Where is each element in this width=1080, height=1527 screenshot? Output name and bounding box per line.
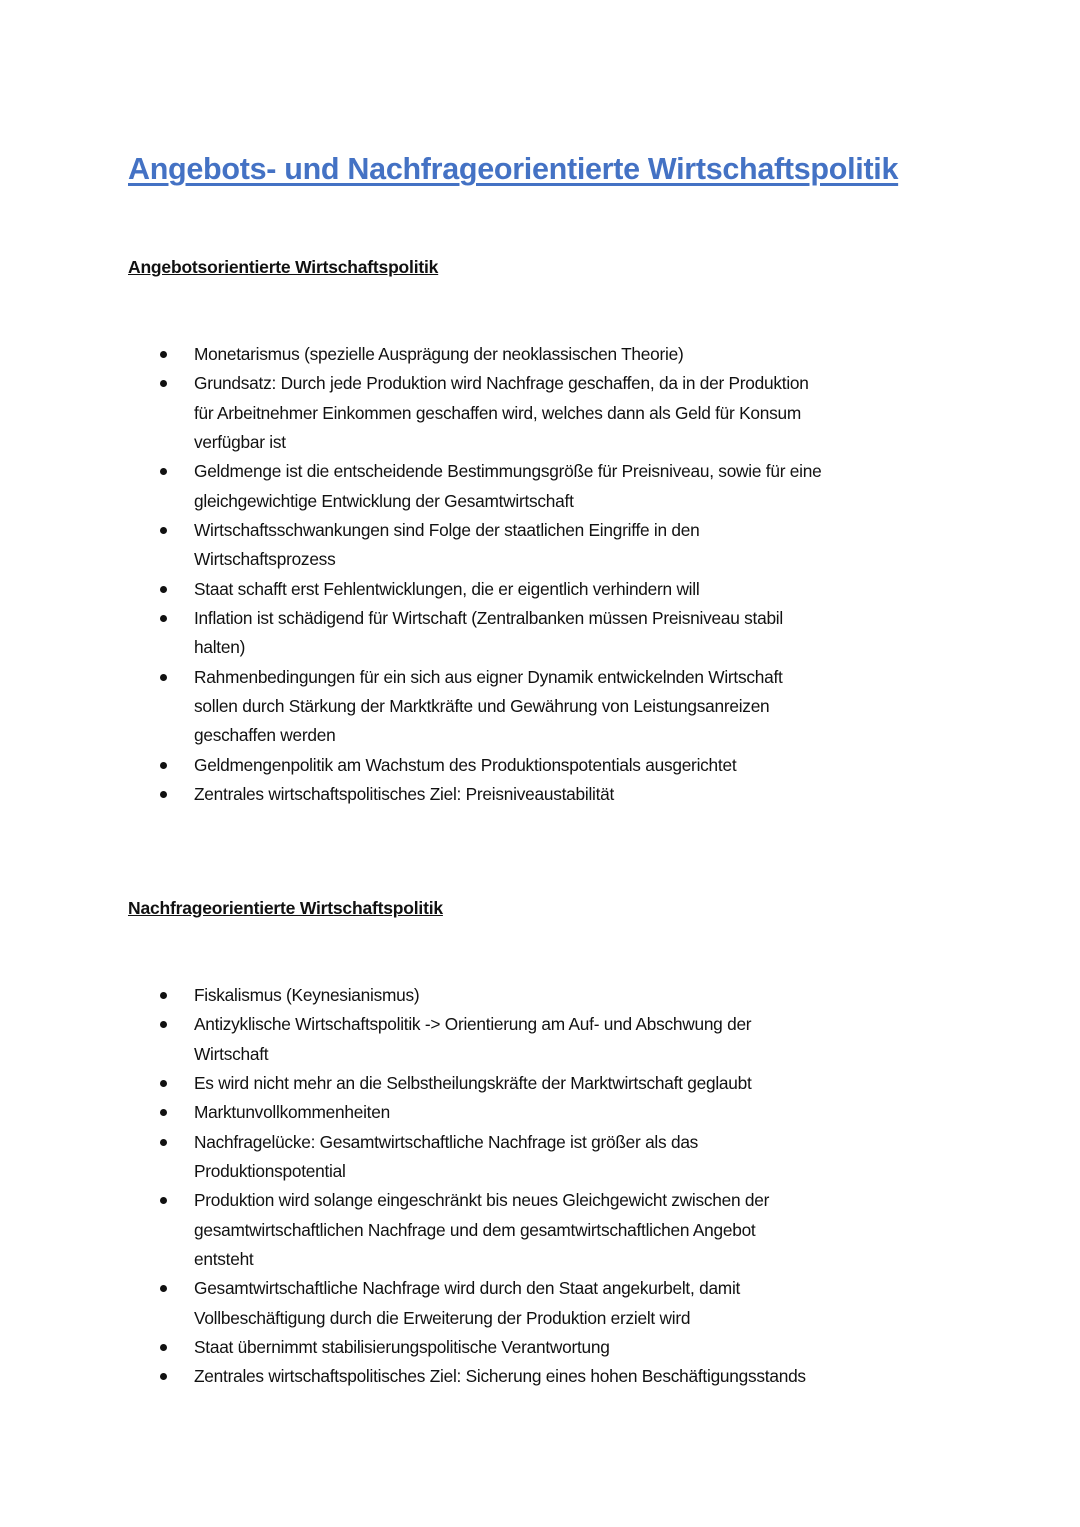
bullet-icon: [160, 1109, 167, 1116]
bullet-icon: [160, 586, 167, 593]
bullet-icon: [160, 351, 167, 358]
list-item: [160, 1274, 960, 1333]
list-item: [160, 663, 960, 751]
list-item-text: Es wird nicht mehr an die Selbstheilungskräfte der Marktwirtschaft geglaubt: [194, 1073, 752, 1094]
list-item-text: Antizyklische Wirtschaftspolitik -> Orientierung am Auf- und Abschwung der: [194, 1014, 752, 1035]
list-item-text: Geldmenge ist die entscheidende Bestimmungsgröße für Preisniveau, sowie für eine: [194, 461, 822, 482]
bullet-list-angebot: [160, 340, 960, 810]
bullet-icon: [160, 1197, 167, 1204]
list-item-text: Staat schafft erst Fehlentwicklungen, die er eigentlich verhindern will: [194, 578, 700, 599]
list-item-text: Wirtschaftsprozess: [194, 549, 336, 570]
list-item: [160, 604, 960, 663]
list-item-text: Vollbeschäftigung durch die Erweiterung der Produktion erzielt wird: [194, 1307, 691, 1328]
list-item-text: entsteht: [194, 1249, 254, 1270]
list-item-text: Grundsatz: Durch jede Produktion wird Nachfrage geschaffen, da in der Produktion: [194, 373, 809, 394]
list-item: [160, 1010, 960, 1069]
list-item-text: Fiskalismus (Keynesianismus): [194, 985, 420, 1005]
list-item: [160, 340, 960, 369]
list-item: [160, 1362, 960, 1391]
list-item: [160, 780, 960, 809]
list-item-text: Staat übernimmt stabilisierungspolitische Verantwortung: [194, 1337, 610, 1358]
document-title: Angebots- und Nachfrageorientierte Wirtschaftspolitik: [128, 152, 899, 187]
list-item: [160, 1333, 960, 1362]
list-item-text: Gesamtwirtschaftliche Nachfrage wird durch den Staat angekurbelt, damit: [194, 1278, 741, 1299]
list-item-text: Rahmenbedingungen für ein sich aus eigner Dynamik entwickelnden Wirtschaft: [194, 666, 783, 687]
bullet-icon: [160, 1139, 167, 1146]
list-item-text: Zentrales wirtschaftspolitisches Ziel: Sicherung eines hohen Beschäftigungsstands: [194, 1366, 806, 1387]
list-item-text: Zentrales wirtschaftspolitisches Ziel: Preisniveaustabilität: [194, 784, 615, 805]
list-item-text: Geldmengenpolitik am Wachstum des Produktionspotentials ausgerichtet: [194, 754, 737, 775]
list-item: [160, 1186, 960, 1274]
list-item-text: Monetarismus (spezielle Ausprägung der neoklassischen Theorie): [194, 344, 684, 364]
list-item: [160, 1128, 960, 1187]
bullet-icon: [160, 1021, 167, 1028]
list-item: [160, 981, 960, 1010]
list-item: [160, 575, 960, 604]
list-item-text: halten): [194, 637, 246, 658]
list-item-text: für Arbeitnehmer Einkommen geschaffen wird, welches dann als Geld für Konsum: [194, 402, 801, 423]
list-item-text: Produktion wird solange eingeschränkt bis neues Gleichgewicht zwischen der: [194, 1190, 770, 1211]
list-item-text: gesamtwirtschaftlichen Nachfrage und dem gesamtwirtschaftlichen Angebot: [194, 1219, 756, 1240]
bullet-icon: [160, 791, 167, 798]
list-item-text: Wirtschaftsschwankungen sind Folge der staatlichen Eingriffe in den: [194, 520, 700, 541]
bullet-icon: [160, 527, 167, 534]
list-item: [160, 1098, 960, 1127]
bullet-icon: [160, 1344, 167, 1351]
bullet-icon: [160, 674, 167, 681]
list-item-text: geschaffen werden: [194, 725, 336, 746]
list-item: [160, 516, 960, 575]
bullet-icon: [160, 992, 167, 999]
list-item-text: sollen durch Stärkung der Marktkräfte und Gewährung von Leistungsanreizen: [194, 696, 770, 717]
list-item: [160, 369, 960, 457]
bullet-list-nachfrage: [160, 981, 960, 1392]
list-item-text: Produktionspotential: [194, 1161, 346, 1182]
list-item-text: Inflation ist schädigend für Wirtschaft (Zentralbanken müssen Preisniveau stabil: [194, 608, 783, 629]
bullet-icon: [160, 380, 167, 387]
bullet-icon: [160, 1373, 167, 1380]
section-heading-angebot: Angebotsorientierte Wirtschaftspolitik: [128, 257, 439, 277]
list-item-text: Wirtschaft: [194, 1043, 269, 1064]
section-heading-nachfrage: Nachfrageorientierte Wirtschaftspolitik: [128, 898, 443, 918]
bullet-icon: [160, 615, 167, 622]
list-item: [160, 1069, 960, 1098]
bullet-icon: [160, 762, 167, 769]
list-item-text: verfügbar ist: [194, 432, 286, 453]
list-item-text: Nachfragelücke: Gesamtwirtschaftliche Nachfrage ist größer als das: [194, 1131, 699, 1152]
bullet-icon: [160, 1080, 167, 1087]
bullet-icon: [160, 1285, 167, 1292]
bullet-icon: [160, 468, 167, 475]
list-item-text: gleichgewichtige Entwicklung der Gesamtwirtschaft: [194, 490, 574, 511]
list-item-text: Marktunvollkommenheiten: [194, 1102, 390, 1123]
list-item: [160, 751, 960, 780]
list-item: [160, 457, 960, 516]
